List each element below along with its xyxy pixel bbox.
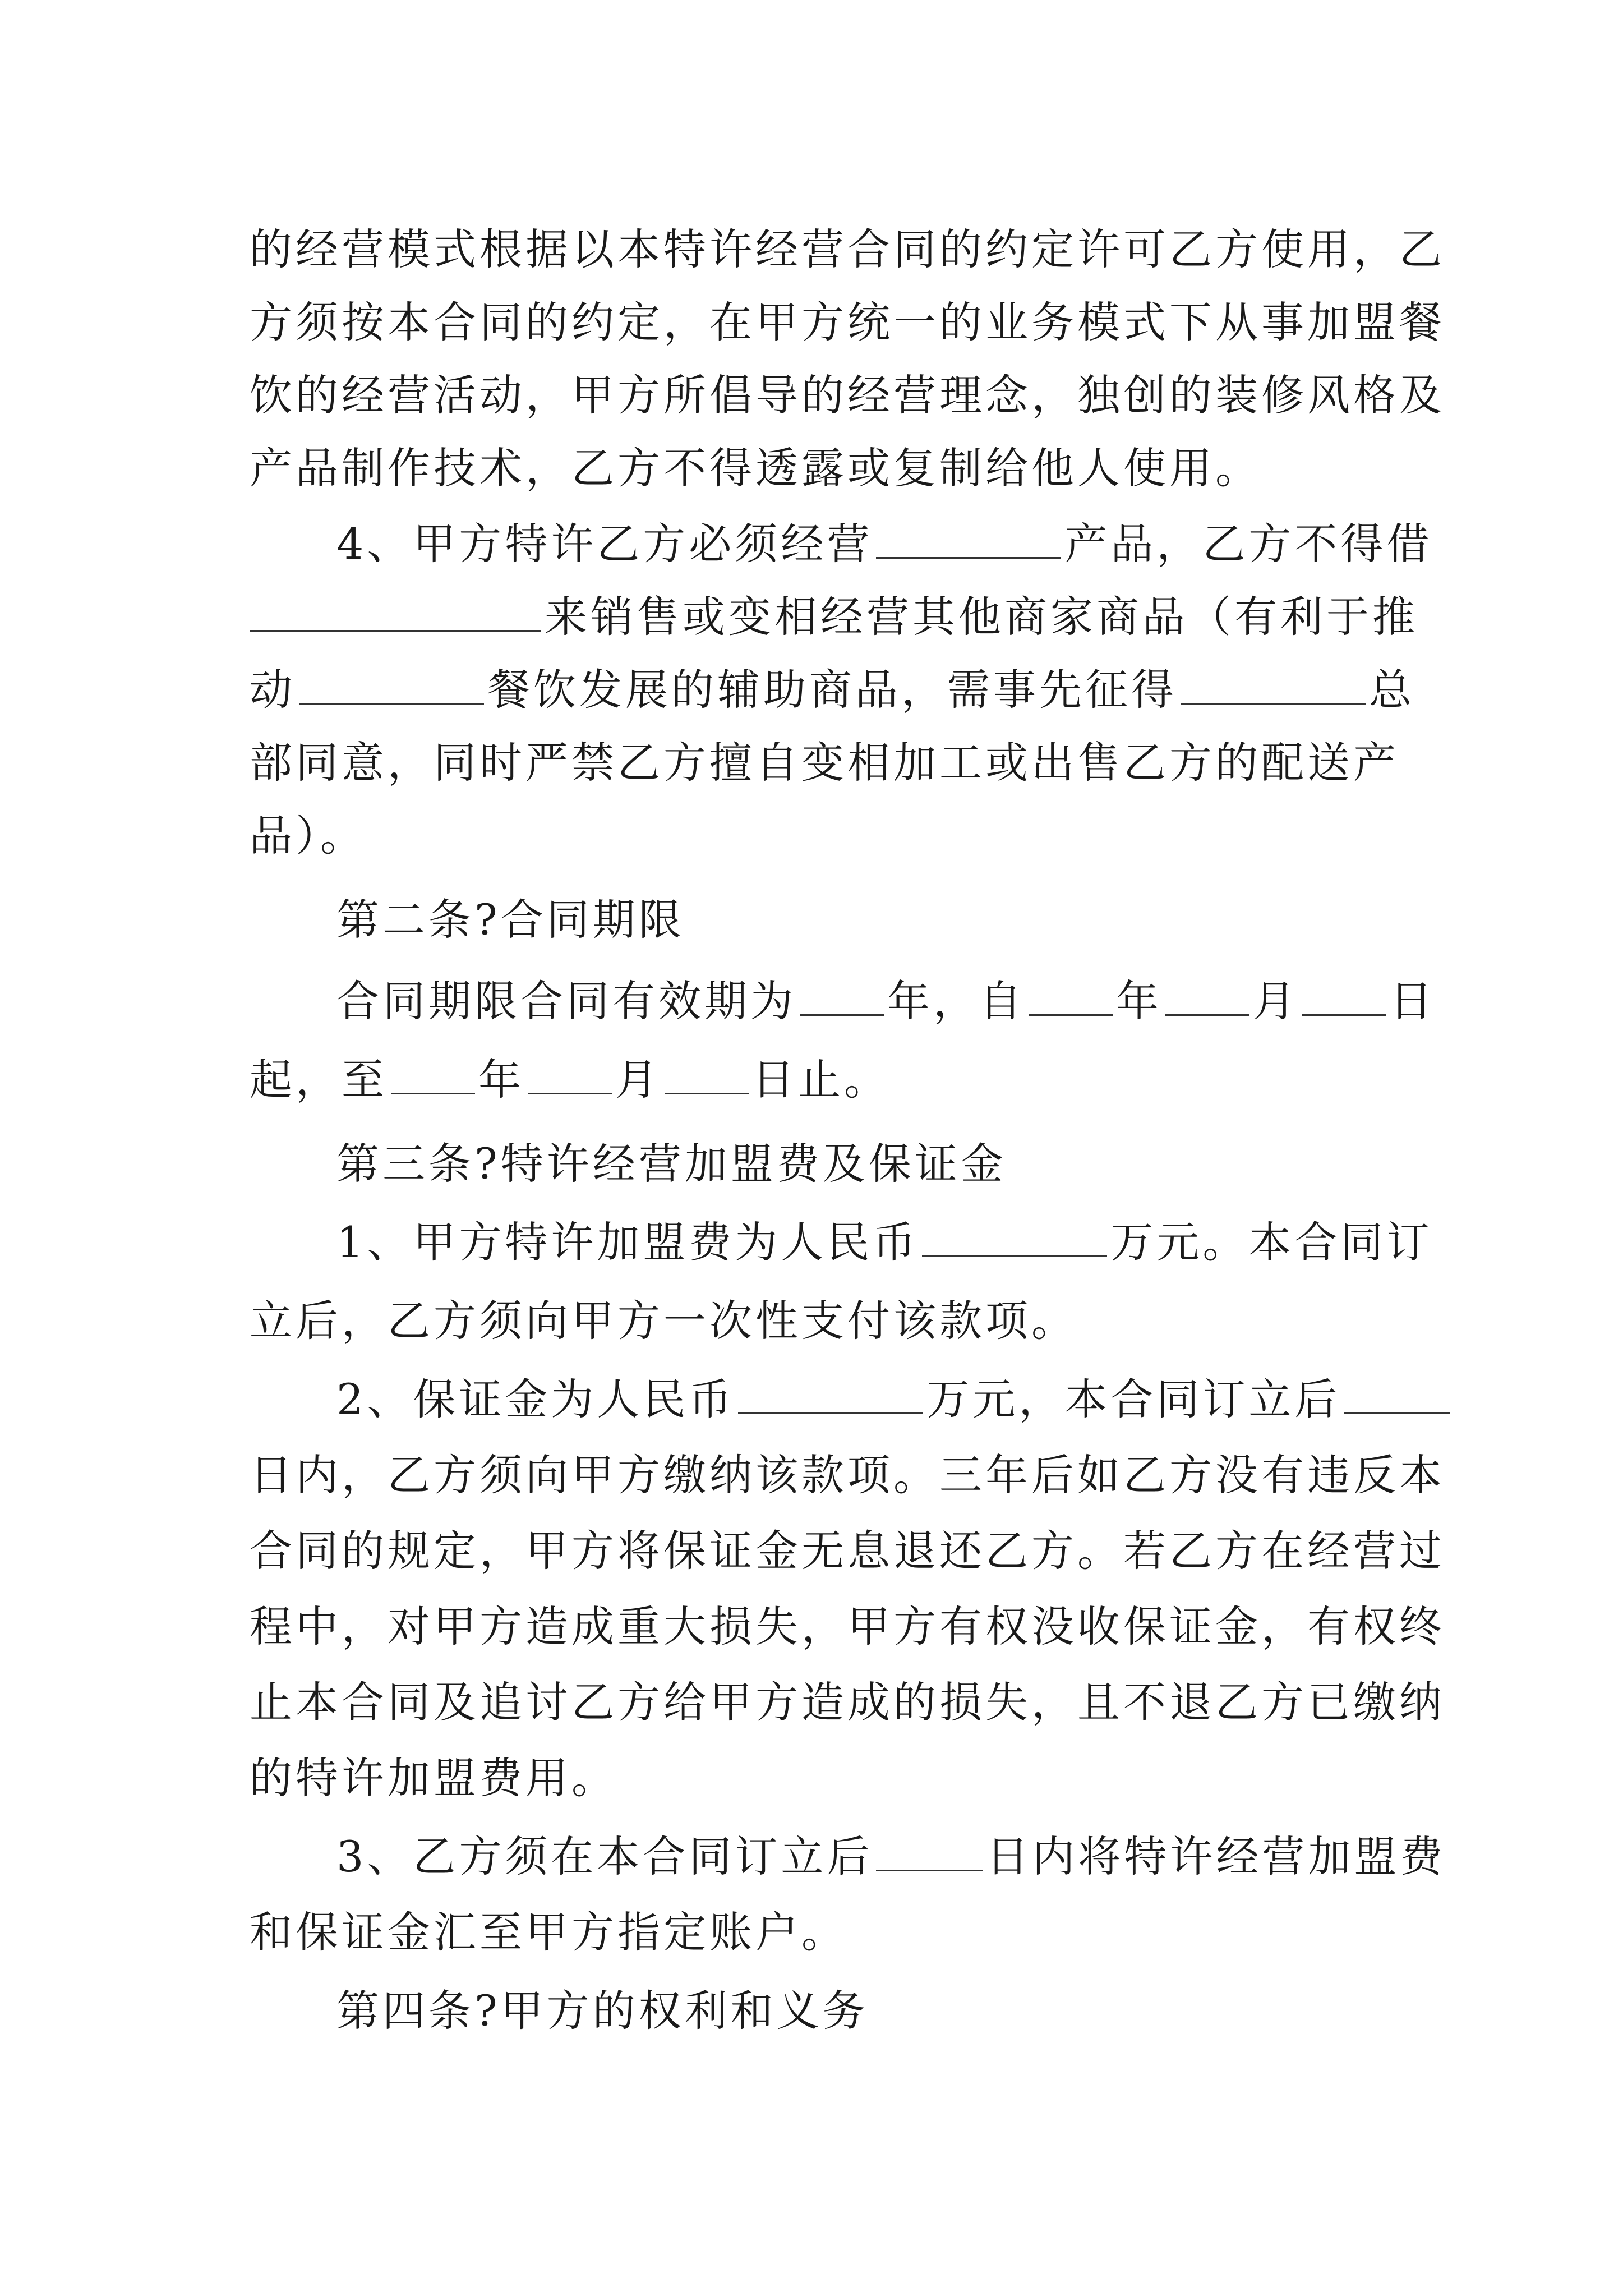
clause-line: 动 餐饮发展的辅助商品，需事先征得 总 bbox=[250, 665, 1415, 715]
paragraph-line: 方须按本合同的约定，在甲方统一的业务模式下从事加盟餐 bbox=[250, 297, 1445, 347]
blank-field bbox=[922, 1216, 1107, 1257]
blank-field bbox=[800, 975, 884, 1016]
fee-line: 立后，乙方须向甲方一次性支付该款项。 bbox=[250, 1296, 1077, 1346]
blank-field bbox=[391, 1053, 475, 1094]
blank-field bbox=[250, 591, 541, 632]
clause-line: 4、甲方特许乙方必须经营 产品，乙方不得借 bbox=[336, 519, 1433, 569]
section-heading: 第四条?甲方的权利和义务 bbox=[336, 1986, 869, 2036]
deposit-line: 的特许加盟费用。 bbox=[250, 1753, 617, 1803]
blank-field bbox=[665, 1053, 749, 1094]
blank-field bbox=[876, 518, 1061, 559]
clause-line: 来销售或变相经营其他商家商品（有利于推 bbox=[250, 589, 1394, 645]
clause-line: 品）。 bbox=[250, 811, 366, 861]
blank-field bbox=[299, 664, 484, 705]
blank-field bbox=[1302, 975, 1386, 1016]
deposit-line: 2、保证金为人民币 万元，本合同订立后 bbox=[336, 1372, 1394, 1428]
payment-line: 和保证金汇至甲方指定账户。 bbox=[250, 1907, 847, 1957]
paragraph-line: 饮的经营活动，甲方所倡导的经营理念，独创的装修风格及 bbox=[250, 370, 1445, 420]
fee-line: 1、甲方特许加盟费为人民币 万元。本合同订 bbox=[336, 1217, 1433, 1267]
deposit-line: 日内，乙方须向甲方缴纳该款项。三年后如乙方没有违反本 bbox=[250, 1450, 1445, 1500]
paragraph-line: 产品制作技术，乙方不得透露或复制给他人使用。 bbox=[250, 443, 1261, 493]
deposit-line: 止本合同及追讨乙方给甲方造成的损失，且不退乙方已缴纳 bbox=[250, 1677, 1445, 1727]
blank-field bbox=[1344, 1373, 1450, 1414]
section-heading: 第二条?合同期限 bbox=[336, 895, 685, 945]
deposit-line: 程中，对甲方造成重大损失，甲方有权没收保证金，有权终 bbox=[250, 1602, 1445, 1651]
blank-field bbox=[1165, 975, 1249, 1016]
blank-field bbox=[1029, 975, 1113, 1016]
blank-field bbox=[738, 1373, 923, 1414]
term-line: 起，至 年 月 日止。 bbox=[250, 1055, 890, 1105]
deposit-line: 合同的规定，甲方将保证金无息退还乙方。若乙方在经营过 bbox=[250, 1526, 1445, 1576]
section-heading: 第三条?特许经营加盟费及保证金 bbox=[336, 1139, 1007, 1189]
term-line: 合同期限合同有效期为 年，自 年 月 日 bbox=[336, 976, 1436, 1026]
payment-line: 3、乙方须在本合同订立后 日内将特许经营加盟费 bbox=[336, 1832, 1446, 1881]
paragraph-line: 的经营模式根据以本特许经营合同的约定许可乙方使用，乙 bbox=[250, 224, 1445, 274]
blank-field bbox=[1181, 664, 1366, 705]
blank-field bbox=[528, 1053, 612, 1094]
blank-field bbox=[876, 1830, 983, 1871]
clause-line: 部同意，同时严禁乙方擅自变相加工或出售乙方的配送产 bbox=[250, 738, 1399, 788]
